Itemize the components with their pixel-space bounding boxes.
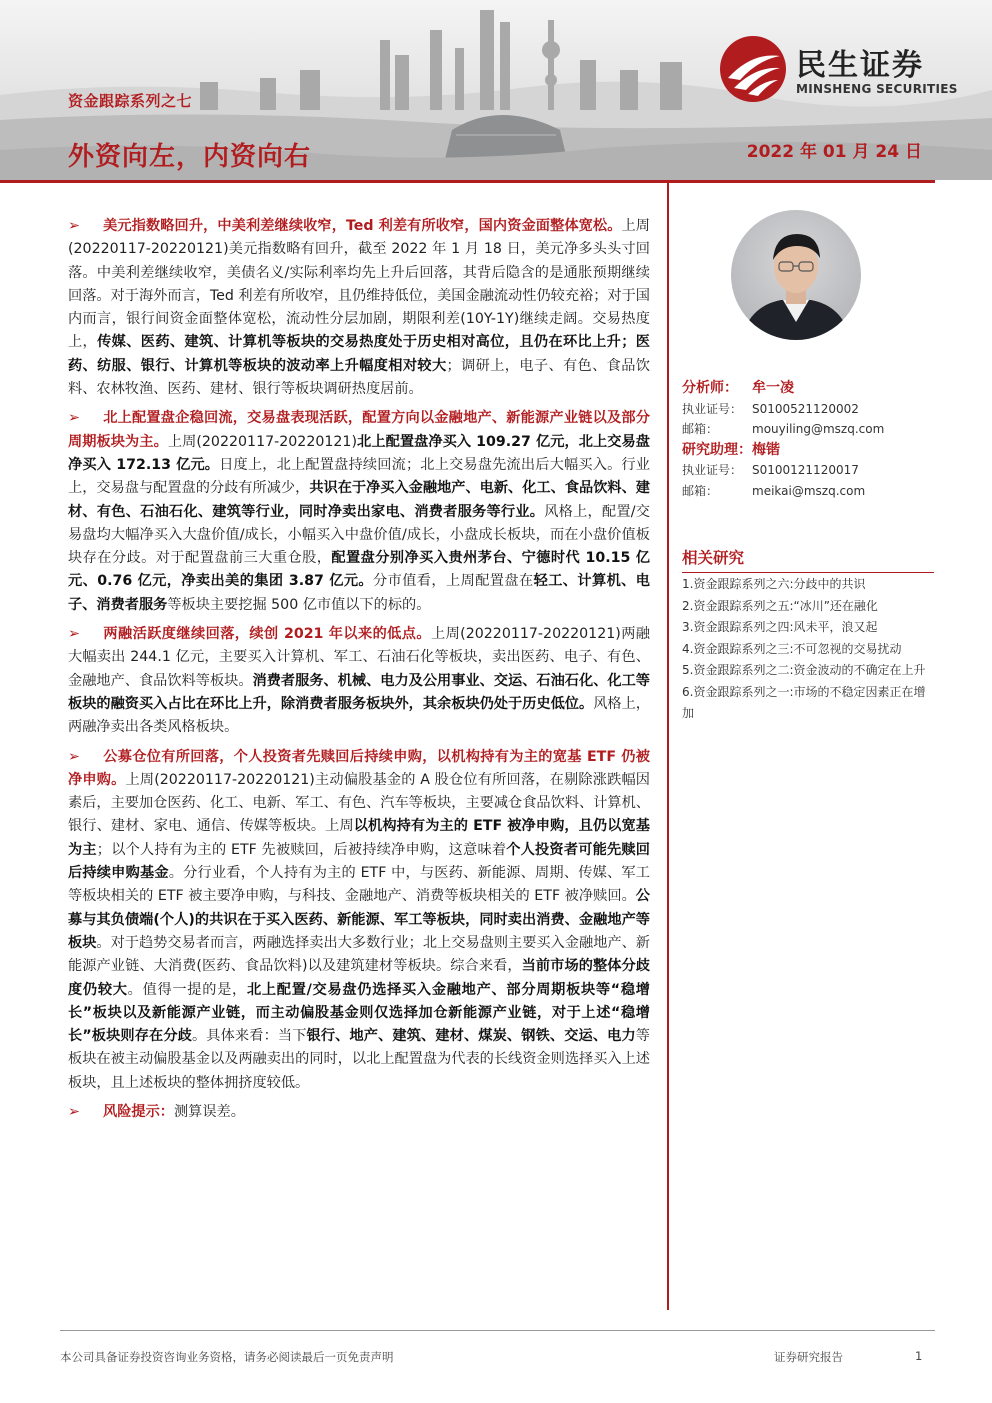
paragraph-text: 风格上，两融净卖出各类风格板块。	[68, 695, 650, 736]
related-research-title: 相关研究	[682, 546, 934, 573]
report-date: 2022 年 01 月 24 日	[746, 142, 922, 162]
related-item[interactable]: 5.资金跟踪系列之二:资金波动的不确定在上升	[682, 663, 926, 677]
paragraph-emphasis: 公募与其负债端(个人)的共识在于买入医药、新能源、军工等板块，同时卖出消费、金融地产等板块	[68, 888, 650, 951]
analyst-email-label: 邮箱：	[682, 422, 719, 436]
paragraph-emphasis: 以机构持有为主的 ETF 被净申购，且仍以宽基为主	[68, 818, 650, 858]
summary-paragraph	[68, 407, 650, 617]
analyst-email-row	[682, 419, 934, 440]
paragraph-emphasis: 传媒、医药、建筑、计算机等板块的交易热度处于历史相对高位，且仍在环比上升；医药、纺服、银行、计算机等板块的波动率上升幅度相对较大	[68, 334, 650, 374]
main-content	[68, 215, 650, 1130]
bullet-arrow-icon: ➢	[68, 626, 80, 643]
header-divider	[0, 180, 935, 183]
paragraph-text: 。对于趋势交易者而言，两融选择卖出大多数行业；北上交易盘则主要买入金融地产、新能源产业链、大消费(医药、食品饮料)以及建筑建材等板块。综合来看，	[68, 934, 650, 975]
company-logo	[718, 34, 968, 104]
analyst-label: 分析师：	[682, 380, 738, 396]
assistant-cert: S0100121120017	[752, 463, 859, 477]
minsheng-emblem-icon	[718, 34, 788, 104]
paragraph-headline: 公募仓位有所回落，个人投资者先赎回后持续申购，以机构持有为主的宽基 ETF 仍被净申购。	[68, 748, 650, 788]
summary-paragraph	[68, 215, 650, 401]
paragraph-text: 等板块主要挖掘 500 亿市值以下的标的。	[167, 596, 431, 613]
footer-report-type: 证券研究报告	[774, 1350, 843, 1364]
related-item[interactable]: 6.资金跟踪系列之一:市场的不稳定因素正在增加	[682, 684, 926, 720]
paragraph-headline: 两融活跃度继续回落，续创 2021 年以来的低点。	[103, 626, 431, 643]
logo-chinese-name: 民生证券	[796, 48, 924, 83]
analyst-name: 牟一凌	[752, 380, 794, 396]
summary-paragraph	[68, 623, 650, 739]
footer-divider	[60, 1330, 935, 1331]
analyst-email[interactable]: mouyiling@mszq.com	[752, 422, 885, 436]
paragraph-headline: 风险提示：	[103, 1103, 174, 1120]
paragraph-text: 日度上，北上配置盘持续回流；北上交易盘先流出后大幅买入。行业上，交易盘与配置盘的分歧有所减少，	[68, 456, 650, 497]
analyst-avatar	[731, 210, 861, 340]
analyst-info	[682, 378, 934, 501]
column-divider	[667, 183, 669, 1310]
analyst-row	[682, 378, 934, 399]
paragraph-headline: 美元指数略回升，中美利差继续收窄，Ted 利差有所收窄，国内资金面整体宽松。	[103, 218, 622, 234]
assistant-cert-row	[682, 460, 934, 481]
paragraph-text: 。分行业看，个人持有为主的 ETF 中，与医药、新能源、周期、传媒、军工等板块相关的 ETF 被主要净申购，与科技、金融地产、消费等板块相关的 ETF 被净赎回。	[68, 865, 650, 905]
analyst-cert: S0100521120002	[752, 401, 859, 416]
paragraph-text: 。值得一提的是，	[127, 981, 247, 998]
assistant-email[interactable]: meikai@mszq.com	[752, 483, 866, 498]
page-number: 1	[915, 1349, 923, 1363]
paragraph-emphasis: 当前市场的整体分歧度仍较大	[68, 958, 650, 998]
paragraph-text: 分市值看，上周配置盘在	[373, 573, 534, 590]
analyst-cert-row	[682, 399, 934, 420]
assistant-cert-label: 执业证号：	[682, 463, 743, 477]
logo-english-name: MINSHENG SECURITIES	[796, 82, 958, 96]
paragraph-text: ；以个人持有为主的 ETF 先被赎回，后被持续净申购，这意味着	[96, 841, 507, 858]
footer-disclaimer: 本公司具备证券投资咨询业务资格，请务必阅读最后一页免责声明	[60, 1350, 394, 1364]
report-title: 外资向左，内资向右	[68, 142, 312, 172]
bullet-arrow-icon: ➢	[68, 1103, 80, 1120]
series-label: 资金跟踪系列之七	[68, 92, 193, 110]
bullet-arrow-icon: ➢	[68, 748, 80, 765]
bullet-arrow-icon: ➢	[68, 218, 80, 234]
summary-paragraph	[68, 1101, 650, 1124]
related-item[interactable]: 3.资金跟踪系列之四:风未平，浪又起	[682, 620, 878, 634]
paragraph-emphasis: 轻工、计算机、电子、消费者服务	[68, 573, 650, 613]
paragraph-text: 上周(20220117-20220121)主动偏股基金的 A 股仓位有所回落，在剔除涨跌幅因素后，主要加仓医药、化工、电新、军工、有色、汽车等板块，主要减仓食品饮料、计算机、银行、建材、家电、通信、传媒等板块。上周	[68, 771, 650, 835]
paragraph-text: ；调研上，电子、有色、食品饮料、农林牧渔、医药、建材、银行等板块调研热度居前。	[68, 357, 650, 398]
analyst-portrait-icon	[731, 210, 861, 340]
paragraph-emphasis: 个人投资者可能先赎回后持续申购基金	[68, 841, 650, 882]
paragraph-emphasis: 北上配置/交易盘仍选择买入金融地产、部分周期板块等“稳增长”板块以及新能源产业链，而主动偏股基金则仅选择加仓新能源产业链，对于上述“稳增长”板块则存在分歧	[68, 981, 650, 1045]
summary-paragraph	[68, 746, 650, 1095]
assistant-email-label: 邮箱：	[682, 483, 719, 498]
related-item[interactable]: 1.资金跟踪系列之六:分歧中的共识	[682, 577, 866, 591]
header-banner	[0, 0, 992, 180]
related-research-list	[682, 574, 934, 725]
bullet-arrow-icon: ➢	[68, 410, 80, 427]
assistant-name: 梅锴	[752, 441, 780, 458]
assistant-label: 研究助理：	[682, 441, 752, 458]
paragraph-text: 上周(20220117-20220121)美元指数略有回升，截至 2022 年 1 月 18 日，美元净多头头寸回落。中美利差继续收窄，美债名义/实际利率均先上升后回落，其背后隐含的是通胀预期继续回落。对于海外而言，Ted 利差有所收窄，且仍维持低位，美国金融流动性仍较充裕；对于国内而言，银行间资金面整体宽松，流动性分层加剧，期限利差(10Y-1Y)继续走阔。交易热度上，	[68, 218, 650, 351]
paragraph-headline: 北上配置盘企稳回流，交易盘表现活跃，配置方向以金融地产、新能源产业链以及部分周期板块为主。	[68, 410, 650, 450]
analyst-cert-label: 执业证号：	[682, 401, 743, 416]
paragraph-text: 等板块在被主动偏股基金以及两融卖出的同时，以北上配置盘为代表的长线资金则选择买入上述板块，且上述板块的整体拥挤度较低。	[68, 1028, 650, 1091]
related-item[interactable]: 2.资金跟踪系列之五:“冰川”还在融化	[682, 598, 878, 613]
related-item[interactable]: 4.资金跟踪系列之三:不可忽视的交易扰动	[682, 641, 902, 656]
paragraph-emphasis: 配置盘分别净买入贵州茅台、宁德时代 10.15 亿元、0.76 亿元，净卖出美的集团 3.87 亿元。	[68, 550, 650, 590]
paragraph-emphasis: 共识在于净买入金融地产、电新、化工、食品饮料、建材、有色、石油石化、建筑等行业，同时净卖出家电、消费者服务等行业。	[68, 480, 650, 520]
paragraph-emphasis: 北上配置盘净买入 109.27 亿元，北上交易盘净买入 172.13 亿元。	[68, 433, 650, 473]
paragraph-text: 上周(20220117-20220121)两融大幅卖出 244.1 亿元，主要买入计算机、军工、石油石化等板块，卖出医药、电子、有色、金融地产、食品饮料等板块。	[68, 626, 650, 689]
paragraph-text: 上周(20220117-20220121)	[167, 433, 357, 450]
paragraph-text: 测算误差。	[173, 1103, 245, 1120]
paragraph-text: 风格上，配置/交易盘均大幅净买入大盘价值/成长，小幅买入中盘价值/成长，小盘成长板块，而在小盘价值板块存在分歧。对于配置盘前三大重仓股，	[68, 503, 650, 567]
paragraph-text: 。具体来看：当下	[191, 1028, 307, 1045]
assistant-email-row	[682, 481, 934, 502]
paragraph-emphasis: 消费者服务、机械、电力及公用事业、交运、石油石化、化工等板块的融资买入占比在环比上升，除消费者服务板块外，其余板块仍处于历史低位。	[68, 672, 650, 712]
paragraph-emphasis: 银行、地产、建筑、建材、煤炭、钢铁、交运、电力	[306, 1028, 636, 1045]
assistant-row	[682, 440, 934, 461]
